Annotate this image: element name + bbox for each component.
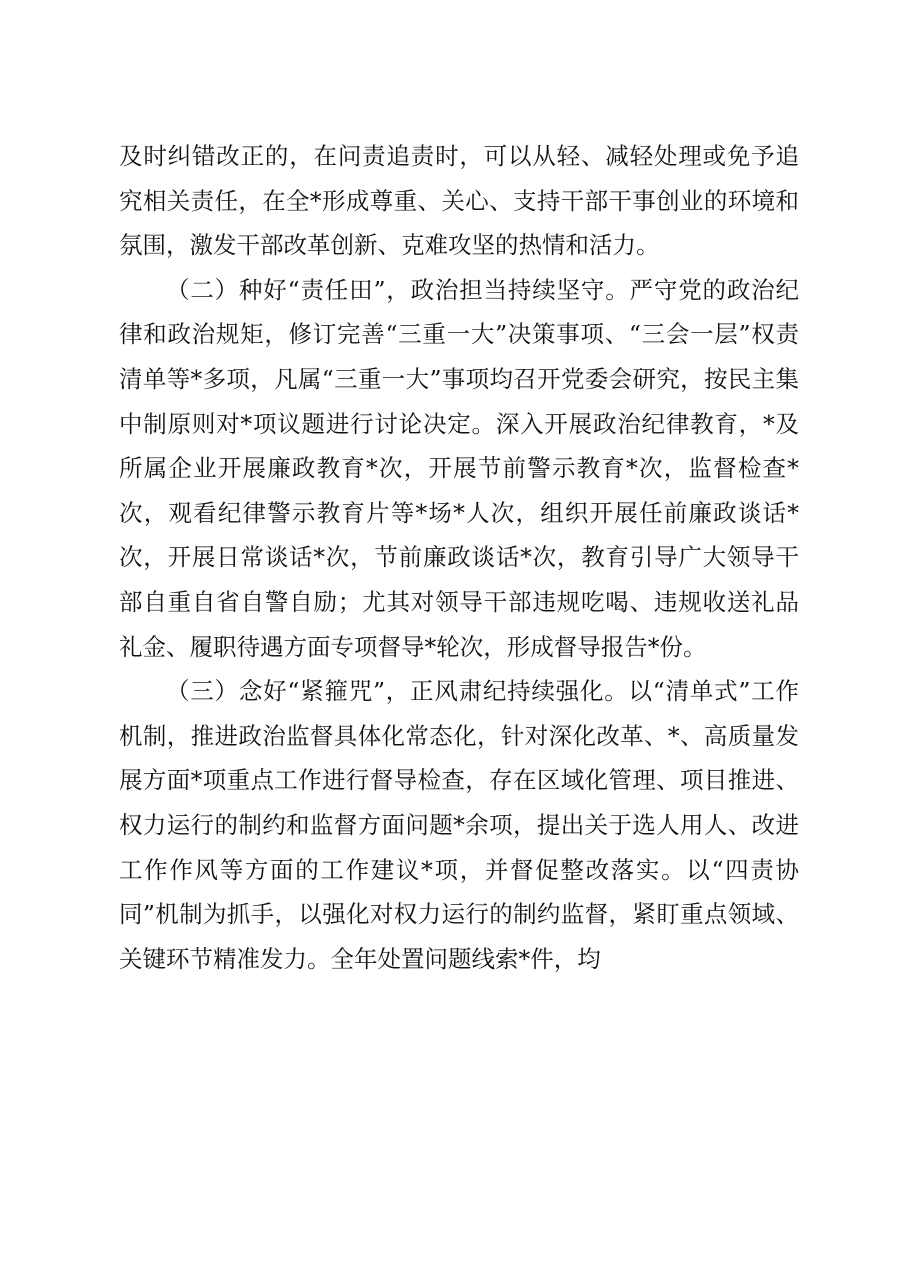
document-page	[119, 134, 799, 981]
paragraph-1: 及时纠错改正的，在问责追责时，可以从轻、减轻处理或免予追究相关责任，在全*形成尊重、关心、支持干部干事创业的环境和氛围，激发干部改革创新、克难攻坚的热情和活力。	[119, 142, 799, 260]
paragraph-3: （三）念好“紧箍咒”，正风肃纪持续强化。以“清单式”工作机制，推进政治监督具体化常态化，针对深化改革、*、高质量发展方面*项重点工作进行督导检查，存在区域化管理、项目推进、权力运行的制约和监督方面问题*余项，提出关于选人用人、改进工作作风等方面的工作建议*项，并督促整改落实。以“四责协同”机制为抓手，以强化对权力运行的制约监督，紧盯重点领域、关键环节精准发力。全年处置问题线索*件，均	[119, 677, 799, 973]
paragraph-2: （二）种好“责任田”，政治担当持续坚守。严守党的政治纪律和政治规矩，修订完善“三重一大”决策事项、“三会一层”权责清单等*多项，凡属“三重一大”事项均召开党委会研究，按民主集中制原则对*项议题进行讨论决定。深入开展政治纪律教育，*及所属企业开展廉政教育*次，开展节前警示教育*次，监督检查*次，观看纪律警示教育片等*场*人次，组织开展任前廉政谈话*次，开展日常谈话*次，节前廉政谈话*次，教育引导广大领导干部自重自省自警自励；尤其对领导干部违规吃喝、违规收送礼品礼金、履职待遇方面专项督导*轮次，形成督导报告*份。	[119, 275, 799, 661]
